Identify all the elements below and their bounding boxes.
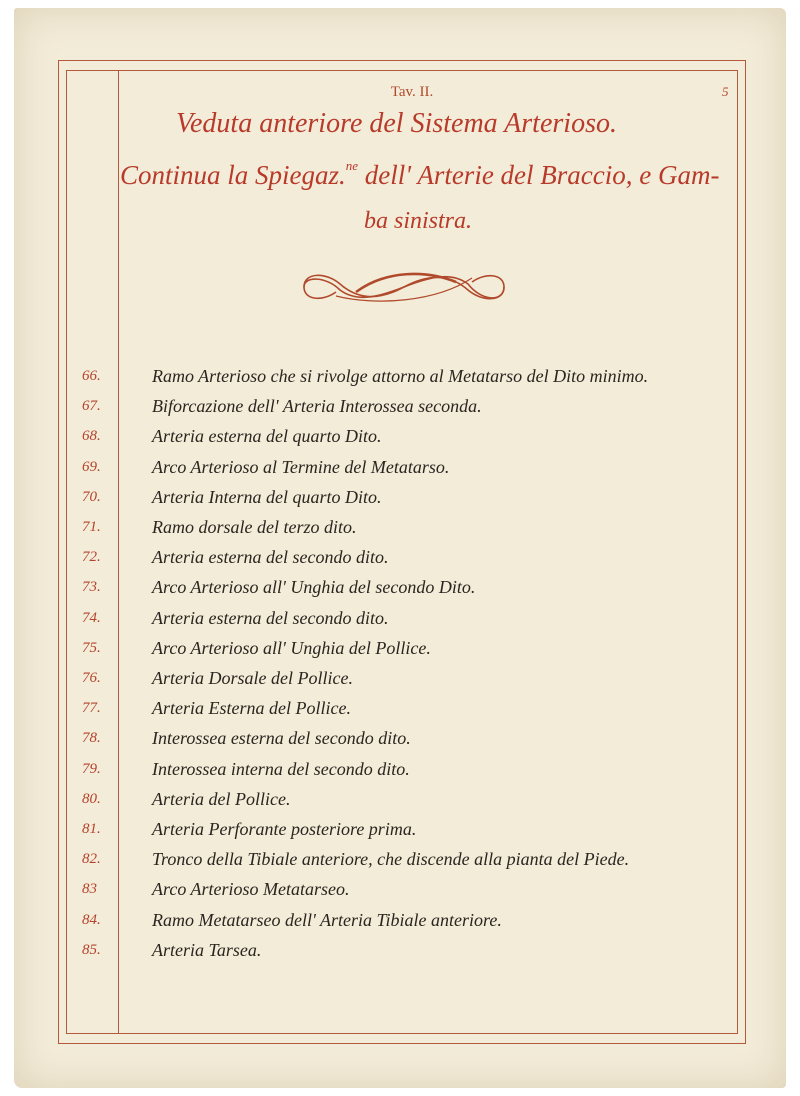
page-number: 5 — [722, 84, 729, 99]
item-number: 75. — [82, 640, 101, 656]
item-description: Arteria Esterna del Pollice. — [152, 698, 351, 718]
item-number: 73. — [82, 579, 101, 595]
calligraphic-flourish-ornament — [296, 262, 512, 312]
item-description: Arteria Interna del quarto Dito. — [152, 487, 382, 507]
item-number: 69. — [82, 459, 101, 475]
item-number: 82. — [82, 851, 101, 867]
item-description: Arteria Perforante posteriore prima. — [152, 819, 417, 839]
item-description: Arteria Tarsea. — [152, 940, 262, 960]
item-number: 70. — [82, 489, 101, 505]
item-description: Biforcazione dell' Arteria Interossea seconda. — [152, 396, 482, 416]
title-line-2-end: dell' Arterie del Braccio, e Gam- — [358, 160, 720, 190]
item-description: Tronco della Tibiale anteriore, che discende alla pianta del Piede. — [152, 849, 630, 869]
item-number: 66. — [82, 368, 101, 384]
item-description: Ramo Arterioso che si rivolge attorno al Metatarso del Dito minimo. — [152, 366, 649, 386]
item-number: 71. — [82, 519, 101, 535]
title-line-1: Veduta anteriore del Sistema Arterioso. — [176, 108, 617, 139]
item-description: Arteria esterna del secondo dito. — [152, 547, 389, 567]
item-number: 68. — [82, 428, 101, 444]
title-line-3: ba sinistra. — [364, 208, 473, 234]
item-description: Ramo dorsale del terzo dito. — [152, 517, 357, 537]
item-description: Arco Arterioso Metatarseo. — [152, 879, 350, 899]
item-description: Arteria Dorsale del Pollice. — [152, 668, 353, 688]
item-number: 83 — [82, 881, 97, 897]
item-description: Interossea interna del secondo dito. — [152, 759, 410, 779]
item-number: 80. — [82, 791, 101, 807]
item-description: Ramo Metatarseo dell' Arteria Tibiale anteriore. — [152, 910, 502, 930]
item-description: Arco Arterioso all' Unghia del secondo Dito. — [152, 577, 476, 597]
item-number: 81. — [82, 821, 101, 837]
item-number: 72. — [82, 549, 101, 565]
item-description: Arteria esterna del secondo dito. — [152, 608, 389, 628]
item-number: 85. — [82, 942, 101, 958]
item-number: 77. — [82, 700, 101, 716]
item-description: Interossea esterna del secondo dito. — [152, 728, 411, 748]
item-number: 79. — [82, 761, 101, 777]
item-description: Arteria esterna del quarto Dito. — [152, 426, 382, 446]
item-description: Arco Arterioso all' Unghia del Pollice. — [152, 638, 431, 658]
item-description: Arteria del Pollice. — [152, 789, 291, 809]
item-description: Arco Arterioso al Termine del Metatarso. — [152, 457, 450, 477]
plate-label: Tav. II. — [390, 84, 434, 100]
title-superscript: ne — [345, 158, 359, 173]
title-line-2 — [120, 158, 719, 191]
item-number: 84. — [82, 912, 101, 928]
item-number: 74. — [82, 610, 101, 626]
item-number: 67. — [82, 398, 101, 414]
title-line-2-start: Continua la Spiegaz. — [120, 160, 346, 190]
item-number: 76. — [82, 670, 101, 686]
item-number: 78. — [82, 730, 101, 746]
